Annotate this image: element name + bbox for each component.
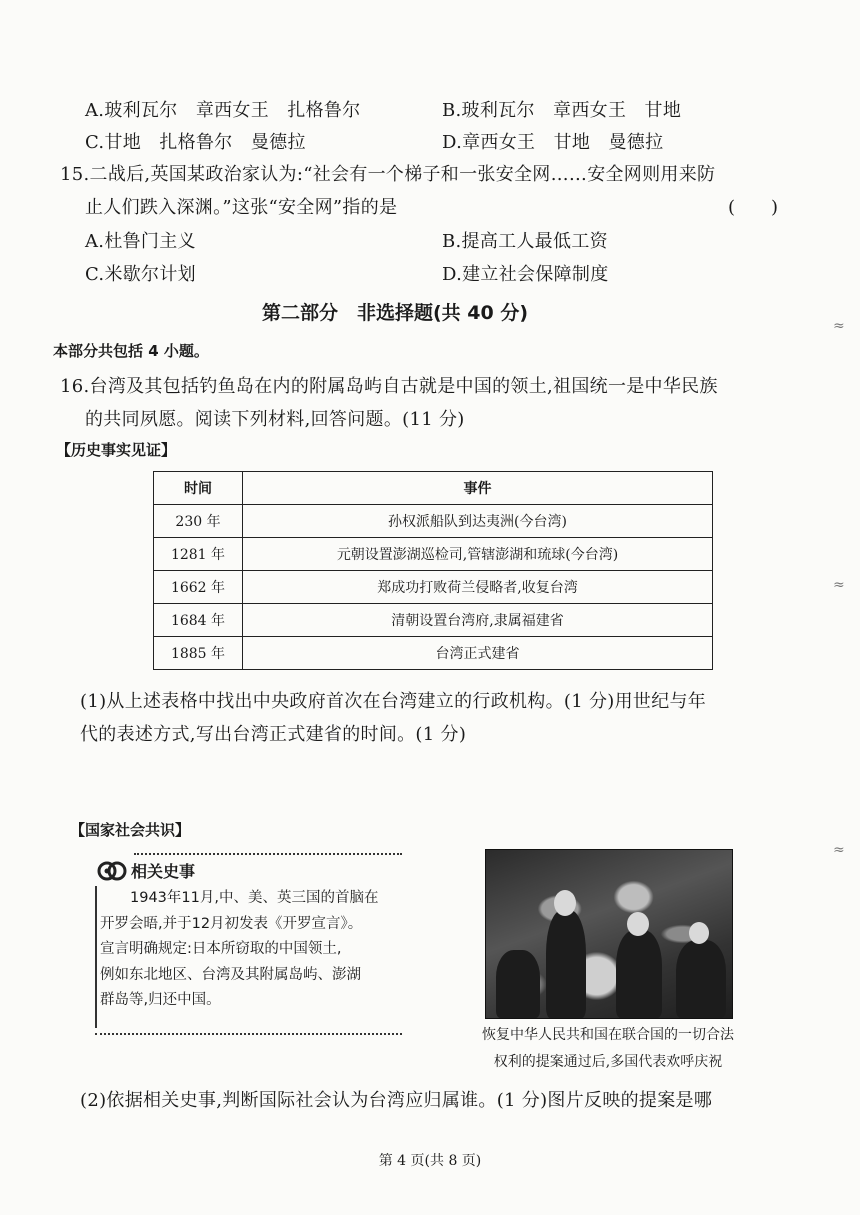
section-history-facts: 【历史事实见证】 bbox=[56, 441, 177, 459]
box-top-border bbox=[134, 853, 402, 855]
table-row bbox=[154, 505, 713, 538]
table-cell-year: 1684 年 bbox=[154, 604, 243, 637]
table-cell-year: 1885 年 bbox=[154, 637, 243, 670]
q16-stem-line1: 16.台湾及其包括钓鱼岛在内的附属岛屿自古就是中国的领土,祖国统一是中华民族 bbox=[60, 376, 718, 397]
table-cell-event: 郑成功打败荷兰侵略者,收复台湾 bbox=[243, 571, 713, 604]
table-cell-year: 1281 年 bbox=[154, 538, 243, 571]
margin-mark: ≈ bbox=[833, 318, 845, 334]
table-row bbox=[154, 637, 713, 670]
table-cell-year: 230 年 bbox=[154, 505, 243, 538]
table-header-event: 事件 bbox=[243, 472, 713, 505]
q16-sub1-line2: 代的表述方式,写出台湾正式建省的时间。(1 分) bbox=[80, 724, 467, 745]
photo-caption-line: 权利的提案通过后,多国代表欢呼庆祝 bbox=[493, 1054, 723, 1070]
photo-caption bbox=[449, 1022, 767, 1076]
q16-sub1-line1: (1)从上述表格中找出中央政府首次在台湾建立的行政机构。(1 分)用世纪与年 bbox=[80, 691, 707, 712]
table-row bbox=[154, 571, 713, 604]
q14-option-b: B.玻利瓦尔 章西女王 甘地 bbox=[442, 100, 682, 121]
table-row bbox=[154, 604, 713, 637]
history-swirl-icon bbox=[97, 858, 127, 884]
margin-mark: ≈ bbox=[833, 842, 845, 858]
section-national-consensus: 【国家社会共识】 bbox=[70, 821, 191, 839]
table-header-time: 时间 bbox=[154, 472, 243, 505]
table-cell-event: 元朝设置澎湖巡检司,管辖澎湖和琉球(今台湾) bbox=[243, 538, 713, 571]
q15-answer-parens: ( ) bbox=[728, 197, 779, 218]
box-line: 开罗会晤,并于12月初发表《开罗宣言》。 bbox=[100, 915, 363, 932]
box-body bbox=[100, 886, 378, 1014]
q15-stem-line1: 15.二战后,英国某政治家认为:“社会有一个梯子和一张安全网……安全网则用来防 bbox=[60, 164, 716, 185]
q14-option-c: C.甘地 扎格鲁尔 曼德拉 bbox=[85, 132, 306, 153]
box-line: 宣言明确规定:日本所窃取的中国领土, bbox=[100, 941, 342, 957]
q16-sub2-line1: (2)依据相关史事,判断国际社会认为台湾应归属谁。(1 分)图片反映的提案是哪 bbox=[80, 1090, 713, 1111]
box-line: 群岛等,归还中国。 bbox=[100, 992, 221, 1008]
page-footer: 第 4 页(共 8 页) bbox=[378, 1153, 482, 1169]
margin-mark: ≈ bbox=[833, 577, 845, 593]
table-row bbox=[154, 538, 713, 571]
un-celebration-photo bbox=[485, 849, 733, 1019]
history-events-table bbox=[153, 471, 713, 670]
table-cell-event: 清朝设置台湾府,隶属福建省 bbox=[243, 604, 713, 637]
part2-title: 第二部分 非选择题(共 40 分) bbox=[262, 302, 529, 324]
table-cell-event: 台湾正式建省 bbox=[243, 637, 713, 670]
q15-stem-line2: 止人们跌入深渊。”这张“安全网”指的是 bbox=[85, 197, 398, 218]
q16-stem-line2: 的共同夙愿。阅读下列材料,回答问题。(11 分) bbox=[85, 409, 465, 430]
box-heading: 相关史事 bbox=[131, 862, 196, 881]
q14-option-a: A.玻利瓦尔 章西女王 扎格鲁尔 bbox=[85, 100, 361, 121]
q15-option-a: A.杜鲁门主义 bbox=[85, 231, 196, 252]
q15-option-c: C.米歇尔计划 bbox=[85, 264, 196, 285]
box-line: 1943年11月,中、美、英三国的首脑在 bbox=[130, 890, 379, 906]
table-cell-year: 1662 年 bbox=[154, 571, 243, 604]
box-bottom-border bbox=[95, 1033, 402, 1035]
q14-option-d: D.章西女王 甘地 曼德拉 bbox=[442, 132, 664, 153]
box-left-border bbox=[95, 886, 97, 1028]
q15-option-b: B.提高工人最低工资 bbox=[442, 231, 608, 252]
photo-caption-line: 恢复中华人民共和国在联合国的一切合法 bbox=[482, 1027, 734, 1043]
box-line: 例如东北地区、台湾及其附属岛屿、澎湖 bbox=[100, 966, 361, 983]
table-cell-event: 孙权派船队到达夷洲(今台湾) bbox=[243, 505, 713, 538]
table-header-row bbox=[154, 472, 713, 505]
q15-option-d: D.建立社会保障制度 bbox=[442, 264, 609, 285]
part2-note: 本部分共包括 4 小题。 bbox=[53, 342, 209, 360]
